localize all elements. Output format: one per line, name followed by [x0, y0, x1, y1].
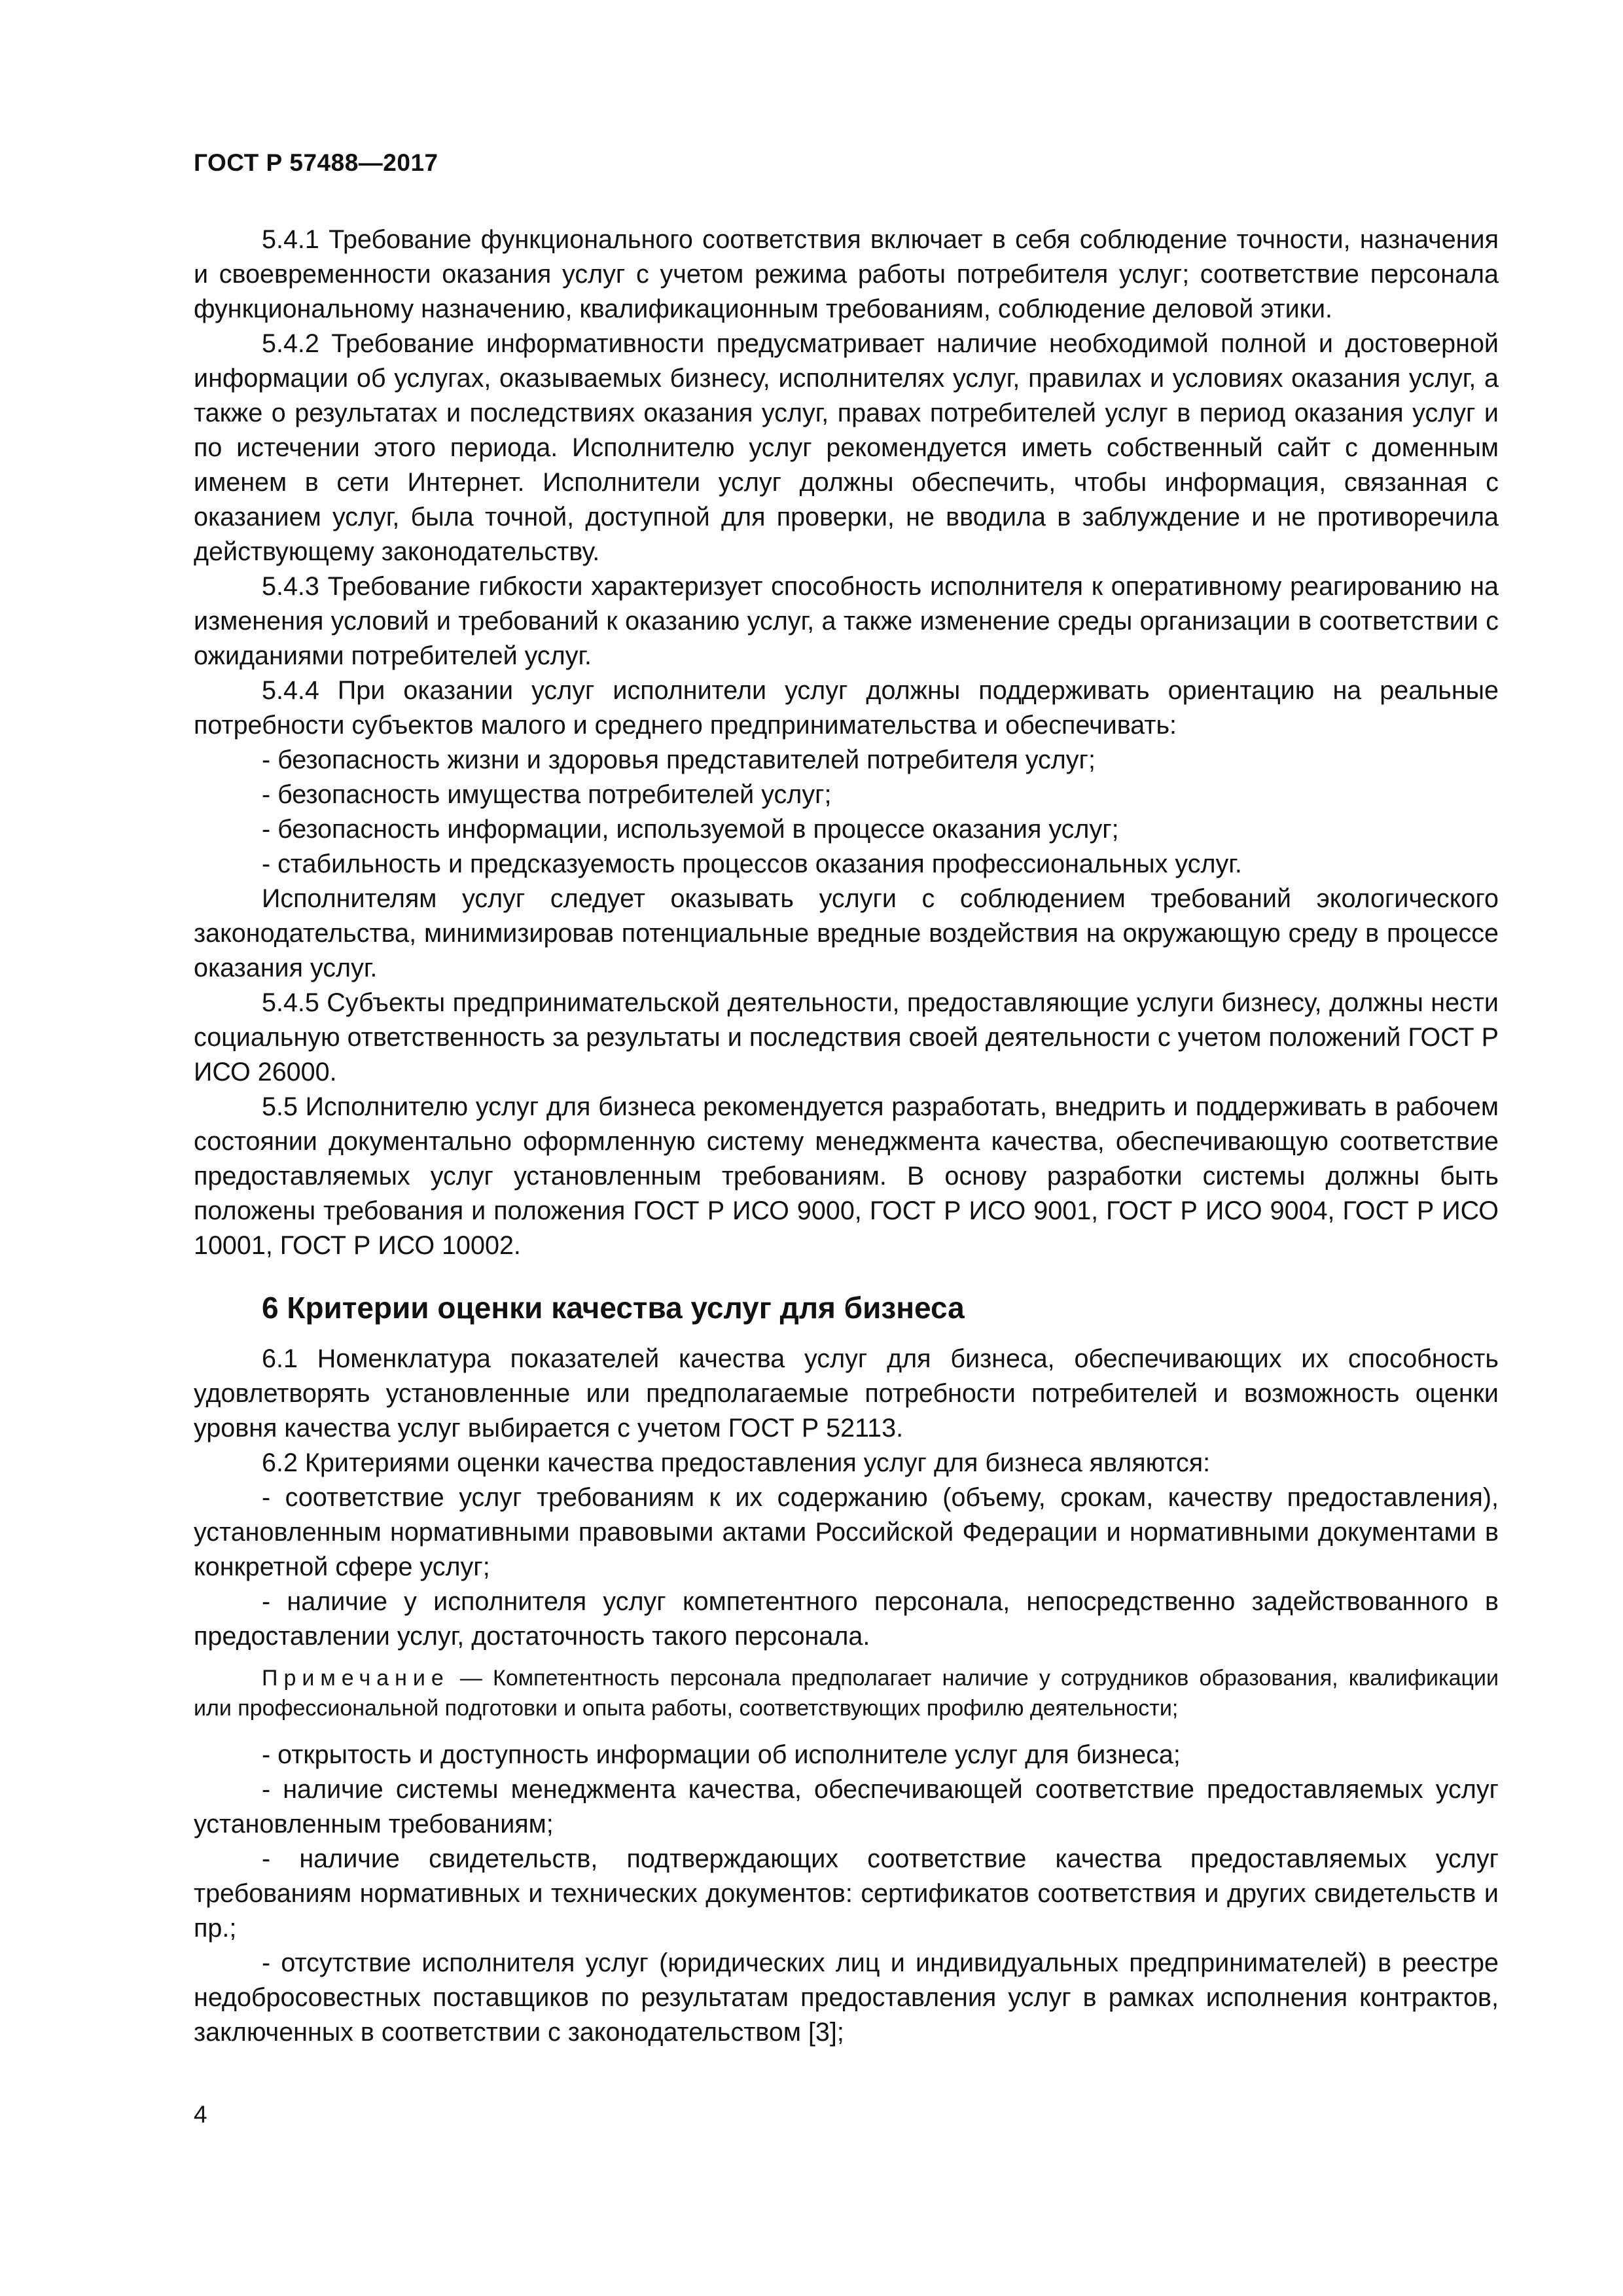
list-item: - безопасность информации, используемой в процессе оказания услуг;	[262, 815, 1119, 844]
note	[194, 1663, 1499, 1723]
clause-5-4-4: 5.4.4 При оказании услуг исполнители услуг должны поддерживать ориентацию на реальные потребности субъектов малого и среднего предпринимательства и обеспечивать:	[194, 676, 1499, 740]
ecology-paragraph: Исполнителям услуг следует оказывать услуги с соблюдением требований экологического законодательства, минимизировав потенциальные вредные воздействия на окружающую среду в процессе оказания услуг.	[194, 884, 1499, 982]
list-item: - отсутствие исполнителя услуг (юридических лиц и индивидуальных предпринимателей) в реестре недобросовестных поставщиков по результатам предоставления услуг в рамках исполнения контрактов, заключенных в соответствии с законодательством [3];	[194, 1948, 1499, 2047]
list-item: - открытость и доступность информации об исполнителе услуг для бизнеса;	[262, 1740, 1181, 1769]
list-item: - наличие системы менеджмента качества, обеспечивающей соответствие предоставляемых услуг установленным требованиям;	[194, 1775, 1499, 1839]
clause-5-4-2: 5.4.2 Требование информативности предусматривает наличие необходимой полной и достоверной информации об услугах, оказываемых бизнесу, исполнителях услуг, правилах и условиях оказания услуг, а также о результатах и последствиях оказания услуг, правах потребителей услуг в период оказания услуг и по истечении этого периода. Исполнителю услуг рекомендуется иметь собственный сайт с доменным именем в сети Интернет. Исполнители услуг должны обеспечить, чтобы информация, связанная с оказанием услуг, была точной, доступной для проверки, не вводила в заблуждение и не противоречила действующему законодательству.	[194, 329, 1499, 566]
clause-6-1: 6.1 Номенклатура показателей качества услуг для бизнеса, обеспечивающих их способность удовлетворять установленные или предполагаемые потребности потребителей и возможность оценки уровня качества услуг выбирается с учетом ГОСТ Р 52113.	[194, 1344, 1499, 1443]
clause-5-4-5: 5.4.5 Субъекты предпринимательской деятельности, предоставляющие услуги бизнесу, должны нести социальную ответственность за результаты и последствия своей деятельности с учетом положений ГОСТ Р ИСО 26000.	[194, 988, 1499, 1086]
note-label: Примечание	[262, 1666, 450, 1691]
page-number: 4	[194, 2101, 207, 2128]
list-item: - стабильность и предсказуемость процессов оказания профессиональных услуг.	[262, 850, 1242, 878]
list-item: - безопасность жизни и здоровья представителей потребителя услуг;	[262, 745, 1096, 774]
clause-6-2: 6.2 Критериями оценки качества предоставления услуг для бизнеса являются:	[262, 1448, 1211, 1477]
standard-header: ГОСТ Р 57488—2017	[194, 149, 438, 176]
clause-5-4-1: 5.4.1 Требование функционального соответствия включает в себя соблюдение точности, назначения и своевременности оказания услуг с учетом режима работы потребителя услуг; соответствие персонала функциональному назначению, квалификационным требованиям, соблюдение деловой этики.	[194, 225, 1499, 323]
list-item: - безопасность имущества потребителей услуг;	[262, 780, 832, 809]
section-6-title: 6 Критерии оценки качества услуг для бизнеса	[262, 1291, 965, 1325]
list-item: - соответствие услуг требованиям к их содержанию (объему, срокам, качеству предоставления), установленным нормативными правовыми актами Российской Федерации и нормативными документами в конкретной сфере услуг;	[194, 1483, 1499, 1581]
list-item: - наличие свидетельств, подтверждающих соответствие качества предоставляемых услуг требованиям нормативных и технических документов: сертификатов соответствия и других свидетельств и пр.;	[194, 1844, 1499, 1943]
list-item: - наличие у исполнителя услуг компетентного персонала, непосредственно задействованного в предоставлении услуг, достаточность такого персонала.	[194, 1587, 1499, 1651]
page-content	[194, 223, 1499, 2050]
clause-5-4-3: 5.4.3 Требование гибкости характеризует способность исполнителя к оперативному реагированию на изменения условий и требований к оказанию услуг, а также изменение среды организации в соответствии с ожиданиями потребителей услуг.	[194, 572, 1499, 670]
clause-5-5: 5.5 Исполнителю услуг для бизнеса рекомендуется разработать, внедрить и поддерживать в рабочем состоянии документально оформленную систему менеджмента качества, обеспечивающую соответствие предоставляемых услуг установленным требованиям. В основу разработки системы должны быть положены требования и положения ГОСТ Р ИСО 9000, ГОСТ Р ИСО 9001, ГОСТ Р ИСО 9004, ГОСТ Р ИСО 10001, ГОСТ Р ИСО 10002.	[194, 1092, 1499, 1260]
note-text: — Компетентность персонала предполагает наличие у сотрудников образования, квалификации или профессиональной подготовки и опыта работы, соответствующих профилю деятельности;	[194, 1666, 1499, 1721]
